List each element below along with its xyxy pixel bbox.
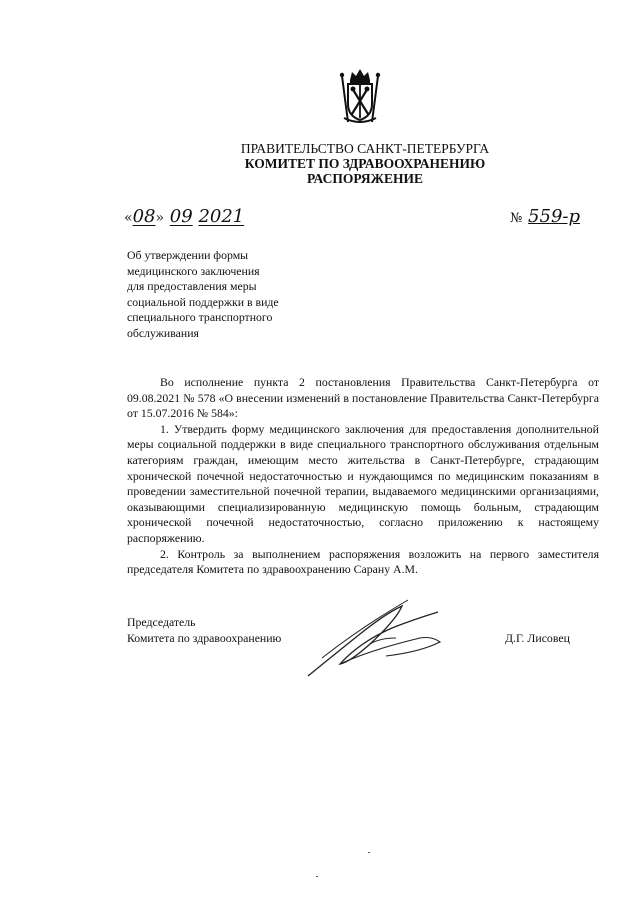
- signatory-title-line-1: Председатель: [127, 615, 196, 629]
- document-date: [124, 206, 244, 227]
- date-day: 08: [132, 206, 156, 227]
- scan-speck: [368, 852, 370, 853]
- document-subject: Об утверждении формы медицинского заключения для предоставления меры социальной поддержки в виде специального транспортного обслуживания: [127, 248, 279, 340]
- committee-heading: КОМИТЕТ ПО ЗДРАВООХРАНЕНИЮ: [244, 156, 486, 171]
- date-close-quote: »: [155, 210, 165, 226]
- scan-speck: [316, 876, 318, 877]
- signatory-name: Д.Г. Лисовец: [505, 631, 570, 645]
- coat-of-arms-emblem: [338, 66, 382, 126]
- number-sign: №: [510, 211, 523, 226]
- body-intro: Во исполнение пункта 2 постановления Правительства Санкт-Петербурга от 09.08.2021 № 578 «О внесении изменений в постановление Правительства Санкт-Петербурга от 15.07.2016 № 584»:: [127, 375, 599, 421]
- body-item-2: 2. Контроль за выполнением распоряжения возложить на первого заместителя председателя Комитета по здравоохранению Сарану А.М.: [127, 546, 599, 577]
- date-open-quote: «: [124, 210, 133, 226]
- signatory-title: [127, 615, 281, 646]
- government-heading: ПРАВИТЕЛЬСТВО САНКТ-ПЕТЕРБУРГА: [240, 141, 490, 156]
- signatory-title-line-2: Комитета по здравоохранению: [127, 630, 282, 645]
- number-value: 559-р: [528, 206, 581, 227]
- document-body: [127, 375, 599, 578]
- body-item-1: 1. Утвердить форму медицинского заключения для предоставления дополнительной меры социальной поддержки в виде специального транспортного обслуживания отдельным категориям граждан, имеющим место жительства в Санкт-Петербурге, страдающим хронической почечной недостаточностью и нуждающимся по медицинским показаниям в проведении заместительной почечной терапии, выдаваемого медицинскими организациями, оказывающими специализированную медицинскую помощь больным, страдающим хронической почечной недостаточностью, согласно приложению к настоящему распоряжению.: [127, 421, 599, 545]
- document-type-heading: РАСПОРЯЖЕНИЕ: [306, 171, 424, 186]
- date-year: 2021: [198, 206, 245, 227]
- handwritten-signature: [300, 598, 450, 680]
- document-number: [510, 206, 580, 227]
- date-month: 09: [169, 206, 193, 227]
